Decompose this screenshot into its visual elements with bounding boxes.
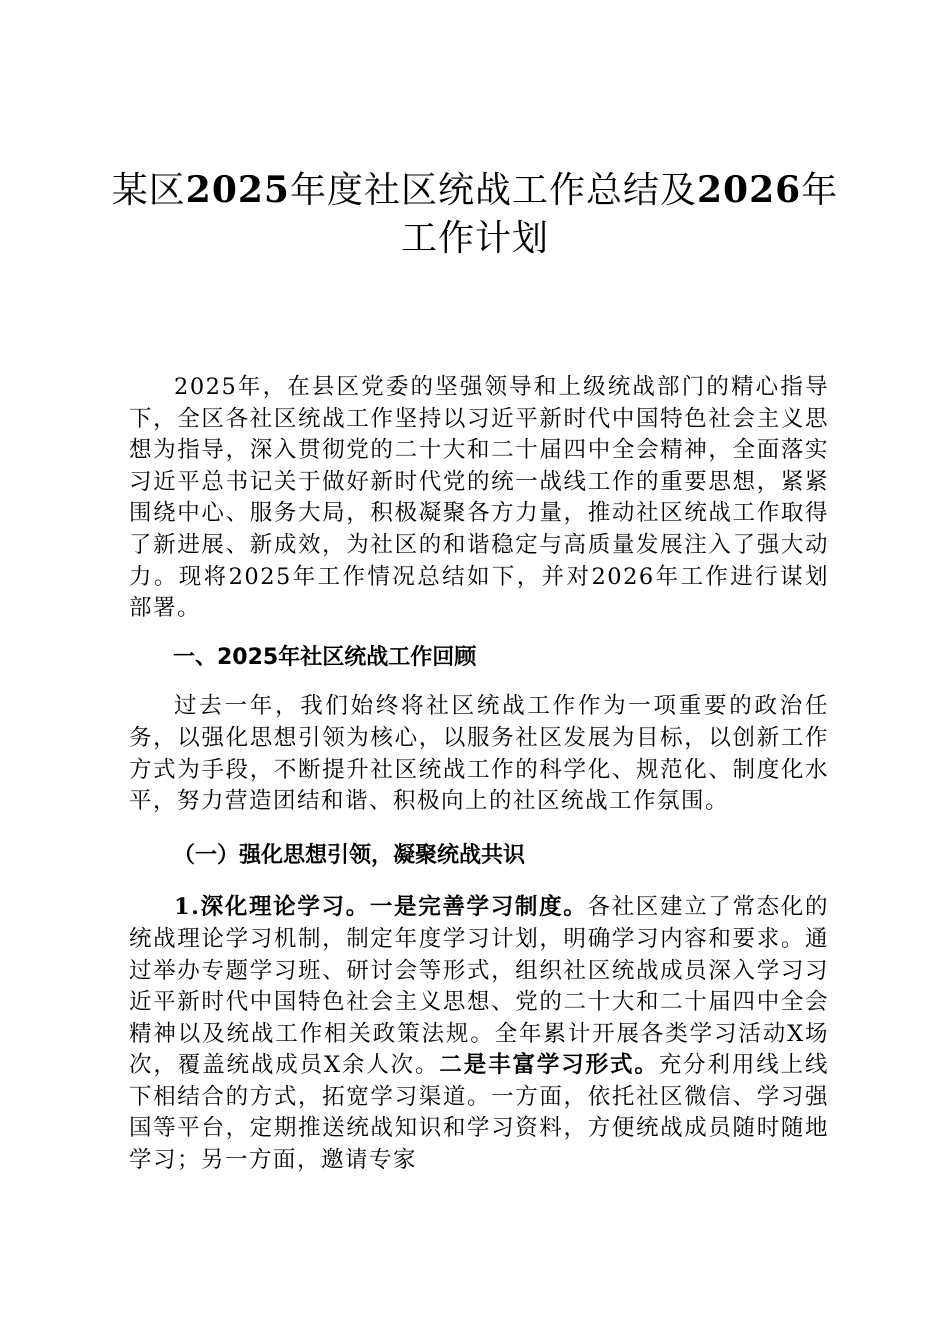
item1-text2: 充分利用线上线下相结合的方式，拓宽学习渠道。一方面，依托社区微信、学习强国等平台，定期推送统战知识和学习资料，方便统战成员随时随地学习；另一方面，邀请专家 — [129, 1052, 829, 1174]
section1-paragraph: 过去一年，我们始终将社区统战工作作为一项重要的政治任务，以强化思想引领为核心，以服务社区发展为目标，以创新工作方式为手段，不断提升社区统战工作的科学化、规范化、制度化水平，努力营造团结和谐、积极向上的社区统战工作氛围。 — [129, 693, 829, 815]
item1-paragraph — [129, 892, 829, 1176]
item1-lead: 1.深化理论学习。一是完善学习制度。 — [174, 894, 588, 921]
title-year1: 2025 — [185, 169, 290, 211]
intro-paragraph: 2025年，在县区党委的坚强领导和上级统战部门的精心指导下，全区各社区统战工作坚持以习近平新时代中国特色社会主义思想为指导，深入贯彻党的二十大和二十届四中全会精神，全面落实习近平总书记关于做好新时代党的统一战线工作的重要思想，紧紧围绕中心、服务大局，积极凝聚各方力量，推动社区统战工作取得了新进展、新成效，为社区的和谐稳定与高质量发展注入了强大动力。现将2025年工作情况总结如下，并对2026年工作进行谋划部署。 — [129, 374, 829, 622]
title-part2: 年度社区统战工作总结及 — [289, 170, 697, 211]
item1-bold2: 二是丰富学习形式。 — [439, 1052, 659, 1079]
title-part3: 年工作计划 — [400, 170, 839, 259]
document-title — [100, 166, 850, 263]
subsection1-heading: （一）强化思想引领，凝聚统战共识 — [173, 842, 526, 868]
title-part1: 某区 — [111, 170, 186, 211]
section1-heading: 一、2025年社区统战工作回顾 — [173, 644, 477, 670]
document-body — [129, 372, 829, 1177]
title-year2: 2026 — [697, 169, 802, 211]
item1-text1: 各社区建立了常态化的统战理论学习机制，制定年度学习计划，明确学习内容和要求。通过举办专题学习班、研讨会等形式，组织社区统战成员深入学习习近平新时代中国特色社会主义思想、党的二十大和二十届四中全会精神以及统战工作相关政策法规。全年累计开展各类学习活动X场次，覆盖统战成员X余人次。 — [129, 894, 829, 1079]
